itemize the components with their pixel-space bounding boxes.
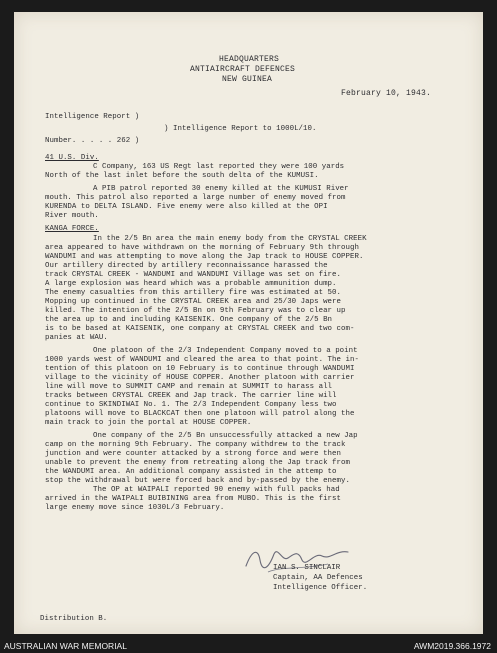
- kanga-line: panies at WAU.: [45, 334, 108, 342]
- kanga-line: is to be based at KAISENIK, one company at CRYSTAL CREEK and two com-: [45, 325, 355, 333]
- kanga-line: platoons will move to BLACKCAT then one platoon will patrol along the: [45, 410, 355, 418]
- kanga-line: WANDUMI and was attempting to move along the Jap track to HOUSE COPPER.: [45, 253, 364, 261]
- us-div-line: North of the last inlet before the south delta of the KUMUSI.: [45, 172, 319, 180]
- distribution-note: Distribution B.: [40, 615, 108, 623]
- kanga-line: unable to prevent the enemy from retreating along the Jap track from: [45, 459, 350, 467]
- kanga-line: arrived in the WAIPALI BUIBINING area from MUBO. This is the first: [45, 495, 342, 503]
- footer-accession-number: AWM2019.366.1972: [413, 641, 491, 651]
- kanga-line: In the 2/5 Bn area the main enemy body from the CRYSTAL CREEK: [93, 235, 367, 243]
- kanga-line: Mopping up continued in the CRYSTAL CREEK area and 25/30 Japs were: [45, 298, 342, 306]
- signatory-name: IAN S. SINCLAIR: [273, 564, 341, 572]
- kanga-line: camp on the morning 9th February. The company withdrew to the track: [45, 441, 346, 449]
- signatory-rank: Captain, AA Defences: [273, 574, 363, 582]
- kanga-line: village to the vicinity of HOUSE COPPER. Another platoon with carrier: [45, 374, 355, 382]
- us-div-line: River mouth.: [45, 212, 99, 220]
- kanga-line: area appeared to have withdrawn on the morning of February 9th through: [45, 244, 359, 252]
- report-date: February 10, 1943.: [341, 89, 432, 98]
- report-destination: ) Intelligence Report to 1000L/10.: [164, 125, 317, 133]
- report-label: Intelligence Report ): [45, 113, 140, 121]
- kanga-line: the WANDUMI area. An additional company assisted in the attemp to: [45, 468, 337, 476]
- section-heading-us-div: 41 U.S. Div.: [45, 154, 99, 162]
- kanga-line: track CRYSTAL CREEK - WANDUMI and WANDUMI Village was set on fire.: [45, 271, 342, 279]
- us-div-line: A PIB patrol reported 30 enemy killed at the KUMUSI River: [93, 185, 349, 193]
- us-div-line: mouth. This patrol also reported a large number of enemy moved from: [45, 194, 346, 202]
- footer-institution: AUSTRALIAN WAR MEMORIAL: [4, 641, 127, 651]
- us-div-line: KURENDA to DELTA ISLAND. Five enemy were also killed at the OPI: [45, 203, 328, 211]
- kanga-line: tention of this platoon on 10 February is to continue through WANDUMI: [45, 365, 355, 373]
- kanga-line: 1000 yards west of WANDUMI and cleared the area to that point. The in-: [45, 356, 359, 364]
- kanga-line: The OP at WAIPALI reported 90 enemy with full packs had: [93, 486, 340, 494]
- header-line-2: ANTIAIRCRAFT DEFENCES: [190, 65, 296, 74]
- kanga-line: One platoon of the 2/3 Independent Company moved to a point: [93, 347, 358, 355]
- kanga-line: stop the withdrawal but were forced back and by-passed by the enemy.: [45, 477, 350, 485]
- signatory-role: Intelligence Officer.: [273, 584, 368, 592]
- kanga-line: The enemy casualties from this artillery fire was estimated at 50.: [45, 289, 342, 297]
- kanga-line: A large explosion was heard which was a probable ammunition dump.: [45, 280, 337, 288]
- kanga-line: killed. The intention of the 2/5 Bn on 9th February was to clear up: [45, 307, 346, 315]
- kanga-line: the area up to and including KAISENIK. One company of the 2/5 Bn: [45, 316, 333, 324]
- document-page: [14, 12, 483, 634]
- kanga-line: Our artillery directed by artillery reconnaissance harassed the: [45, 262, 328, 270]
- kanga-line: main track to join the portal at HOUSE COPPER.: [45, 419, 252, 427]
- header-line-3: NEW GUINEA: [222, 75, 273, 84]
- kanga-line: large enemy move since 1030L/3 February.: [45, 504, 225, 512]
- section-heading-kanga-force: KANGA FORCE.: [45, 225, 99, 233]
- kanga-line: junction and were counter attacked by a strong force and were then: [45, 450, 342, 458]
- kanga-line: continue to SKINDIWAI No. 1. The 2/3 Independent Company less two: [45, 401, 337, 409]
- header-line-1: HEADQUARTERS: [219, 55, 280, 64]
- kanga-line: One company of the 2/5 Bn unsuccessfully attacked a new Jap: [93, 432, 358, 440]
- report-number: Number. . . . . 262 ): [45, 137, 140, 145]
- us-div-line: C Company, 163 US Regt last reported they were 100 yards: [93, 163, 345, 171]
- kanga-line: tracks between CRYSTAL CREEK and Jap track. The carrier line will: [45, 392, 337, 400]
- kanga-line: line will move to SUMMIT CAMP and remain at SUMMIT to harass all: [45, 383, 333, 391]
